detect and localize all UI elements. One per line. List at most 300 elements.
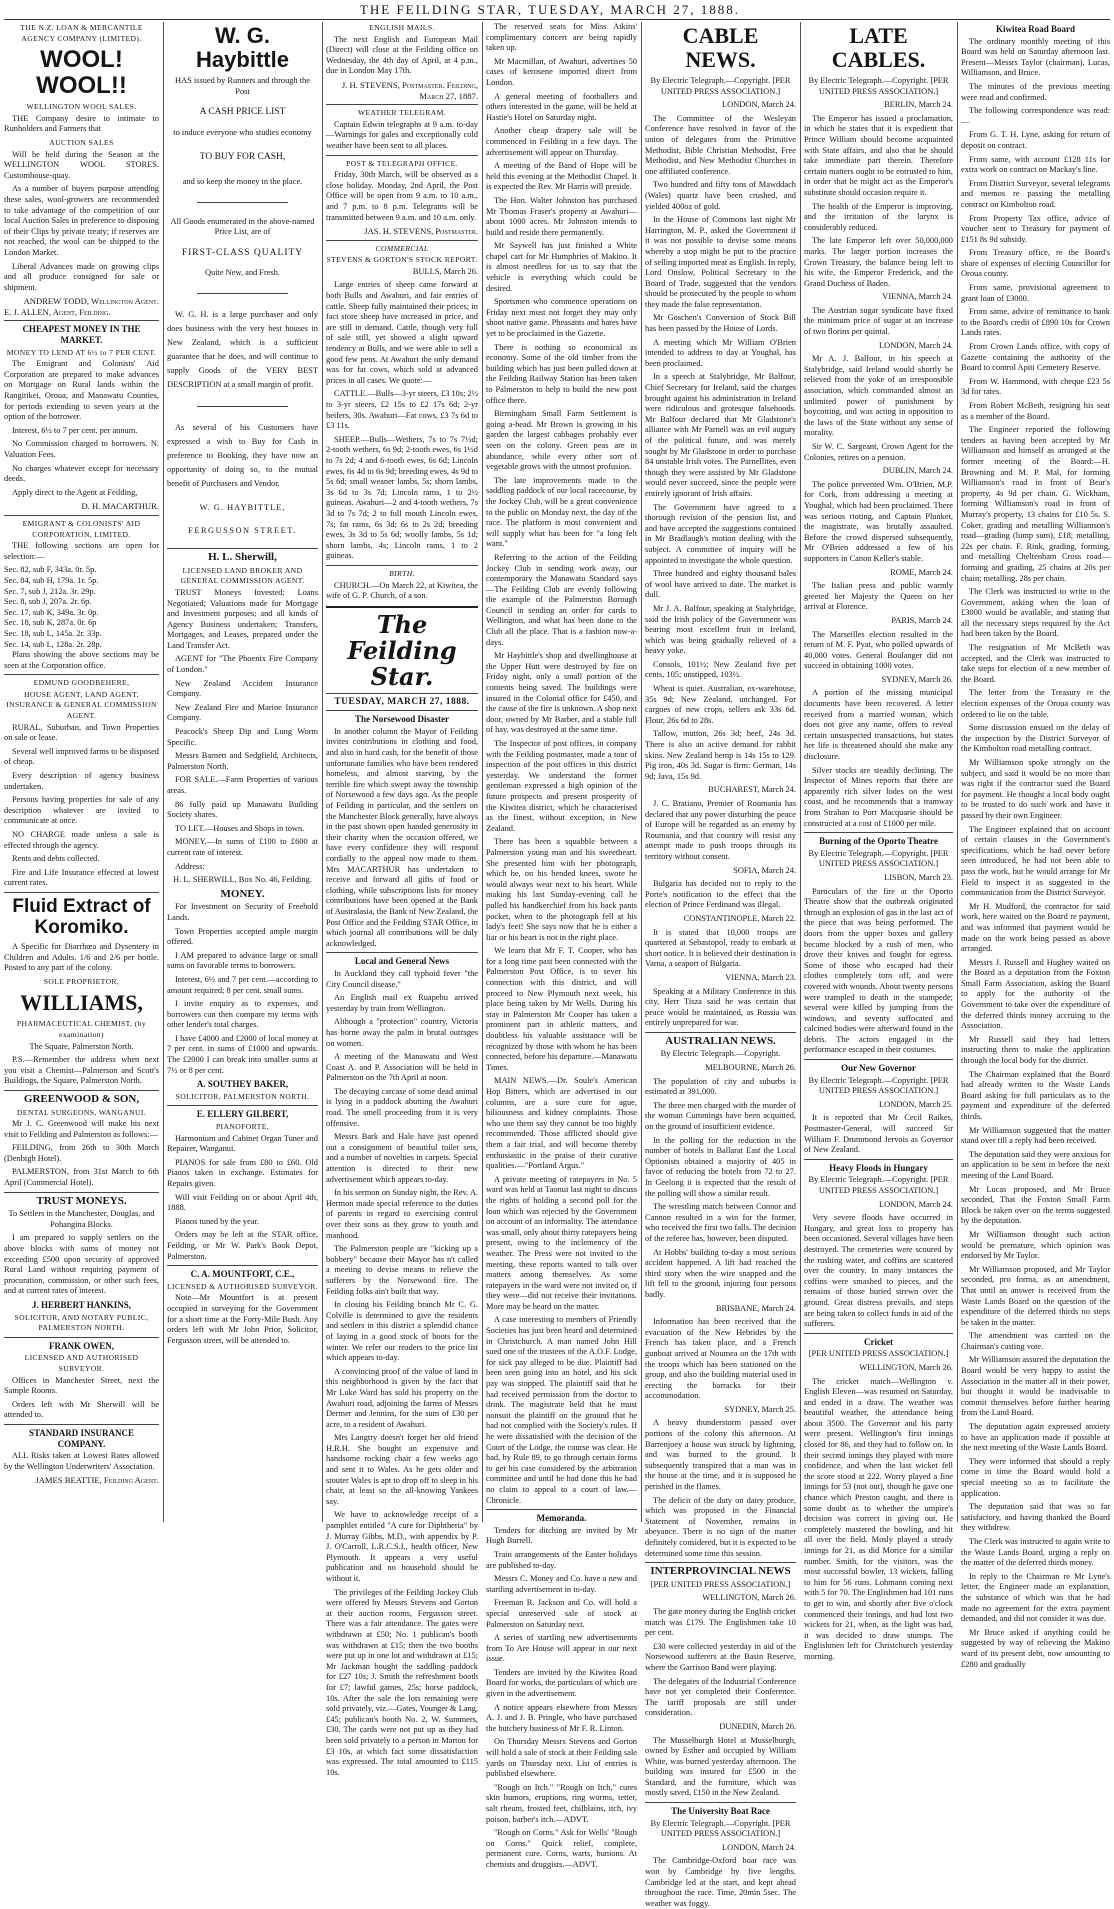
local-news-item: Mrs Langtry doesn't forget her old friend H.R.H. She bought an expensive and handsome rocking chair a few weeks ago and sent it to Wales. As he gets older and stouter Wales is apt to drop off to sleep in his chair, at least so the all-knowing Yankees say. xyxy=(326,1433,478,1506)
money-ad-text: Town Properties accepted ample margin offered. xyxy=(167,926,318,947)
road-board-item: Mr Russell said they had letters instructing them to make the application through the local body for the district. xyxy=(961,1034,1110,1066)
road-board-item: From same, with account £128 11s for extra work on contract on Mackay's line. xyxy=(961,154,1110,175)
owen-ad-text: Orders left with Mr Sherwill will be attended to. xyxy=(4,1399,159,1420)
goodbehere-ad-subtitle: HOUSE AGENT, LAND AGENT, INSURANCE & GENERAL COMMISSION AGENT. xyxy=(6,689,157,721)
australian-news-item: In the polling for the reduction in the number of hotels in Ballarat East the Local Optionists obtained a majority of 405 in favor of reducing the hotels from 72 to 27. In Geelong it is expected that the result of the polling will show a similar result. xyxy=(645,1135,796,1198)
dateline: MELBOURNE, March 26. xyxy=(705,1063,796,1073)
memoranda-item: Train arrangements of the Easter holidays are published to-day. xyxy=(486,1549,637,1570)
road-board-item: From District Surveyor, several telegrams and memos re passing the metalling contract on Kimbolton road. xyxy=(961,178,1110,209)
late-cables-item: The late Emperor left over 50,000,000 marks. The larger portion increases the Crown Treasury, the balance being left to his wife, the Emperor Frederick, and the Grand Duchess of Baden. xyxy=(804,236,953,288)
list-item: Sec. 8, sub J, 207a. 2r. 6p. xyxy=(4,597,92,607)
goodbehere-ad-text: RURAL, Suburban, and Town Properties on sale or lease. xyxy=(4,722,159,743)
memoranda-item: A series of startling new advertisements from To Are House will appear in our next issue. xyxy=(486,1633,637,1664)
editorial-dateline: TUESDAY, MARCH 27, 1888. xyxy=(334,696,470,707)
floods-text: Very severe floods have occurred in Hungary, and great loss to property has been occasioned. Several villages have been destroyed. The cemeteries were scoured by the rushing water, and coffins are scattered over the country. In many instances the coffins were smashed to pieces, and the remains of those buried strewn over the ground. Great distress prevails, and steps are being taken to collect funds in aid of the sufferers. xyxy=(804,1213,953,1329)
ad-divider xyxy=(4,1090,159,1091)
late-cables-item: Mr A. J. Balfour, in his speech at Stalybridge, said Ireland would shortly be relieved from the yoke of an irresponsible association, which commanded almost an unlimited power of punishment by boycotting, and was acting in opposition to the laws of the State without any sense of morality. xyxy=(804,354,953,438)
cable-news-item: Tallow, mutton, 26s 3d; beef, 24s 3d. There is also an active demand for rabbit skins. New Zealand hemp is 14s 15s to 129. Pig iron, 40s 3d. Sugar is firm: German, 14s 9d; Java, 15s 9d. xyxy=(645,729,796,781)
local-news-item: A meeting of the Band of Hope will be held this evening at the Methodist Chapel. It is expected the Rev. Mr Harris will preside. xyxy=(486,161,637,192)
dateline: VIENNA, March 24. xyxy=(882,292,953,302)
list-item: Sec. 18, sub L, 145a. 2r. 33p. xyxy=(4,628,102,638)
road-board-item: The amendment was carried on the Chairman's casting vote. xyxy=(961,1331,1110,1351)
ad-divider xyxy=(4,674,159,675)
local-news-item: The late improvements made to the saddling paddock of our local racecourse, by the Jockey Club, will be a great convenience to the public on Monday next, the day of the race. The platform is most convenient and will supply what has been for "a long felt want." xyxy=(486,475,637,549)
mountfort-ad-title: C. A. MOUNTFORT, C.E., xyxy=(190,1269,295,1280)
cable-news-heading: CABLE NEWS. xyxy=(682,23,759,72)
dateline: SYDNEY, March 26. xyxy=(881,674,953,684)
gilbert-ad-text: Harmonium and Cabinet Organ Tuner and Repairer, Wanganui. xyxy=(167,1133,318,1154)
section-divider xyxy=(804,832,953,833)
standard-ad-signature: JAMES BEATTIE, Feilding Agent. xyxy=(35,1475,159,1486)
gilbert-ad-text: Will visit Feilding on or about April 4th, 1888. xyxy=(167,1192,318,1213)
local-news-item: The Palmerston people are "kicking up a bobbery" because their Mayor has n't called a meeting to devise means to relieve the sufferers by the Norsewood fire. The Feilding folks ain't built that way. xyxy=(326,1244,478,1296)
koromiko-ad-title: Fluid Extract of Koromiko. xyxy=(12,895,151,938)
road-board-item: Mr Williamson assured the deputation the Board would be very happy to assist the Association in the matter all in their power, but thought it would be inadvisable to commit themselves before further hearing from the Land Board. xyxy=(961,1355,1110,1418)
greenwood-ad-text: FEILDING, from 26th to 30th March (Denbigh Hotel). xyxy=(4,1143,159,1163)
gilbert-ad-subtitle: PIANOFORTE, xyxy=(215,1122,270,1132)
post-office-heading: POST & TELEGRAPH OFFICE. xyxy=(346,158,458,168)
post-office-text: Friday, 30th March, will be observed as a close holiday. Monday, 2nd April, the Post Office will be open from 9 a.m. to 10 a.m., and 7 p.m. to 8 p.m. Telegrams will be transmitted between 9 a.m. and 10 a.m. only. xyxy=(326,170,478,222)
money-ad-text: I invite enquiry as to expenses, and borrowers can then compare my terms with other lender's total charges. xyxy=(167,999,318,1030)
haybittle-ad-text: and so keep the money in the place. xyxy=(182,176,303,186)
late-cables-heading: LATE CABLES. xyxy=(831,23,926,72)
local-news-item: MAIN NEWS.—Dr. Soule's American Hop Bitters, which are advertised in our columns, are a sure cure for ague, biliousness and kidney complaints. Those who use them say they cannot be too highly recommended. Those afflicted should give them a fair trial, and will become thereby enthusiastic in the praise of their curative qualities.—"Portland Argus." xyxy=(486,1076,637,1171)
column-4-local-news xyxy=(486,22,637,1869)
money-ad-signature: D. H. MACARTHUR. xyxy=(81,501,159,512)
road-board-item: The minutes of the previous meeting were read and confirmed. xyxy=(961,81,1110,102)
late-cables-item: The health of the Emperor is improving, and the irritation of the larynx is considerably reduced. xyxy=(804,201,953,232)
haybittle-ad-text: FIRST-CLASS QUALITY xyxy=(181,247,304,258)
road-board-item: They were informed that should a reply come in time the Board would hold a special meeting so as to facilitate the application. xyxy=(961,1456,1110,1498)
dateline: LONDON, March 25. xyxy=(879,1099,953,1109)
australian-news-heading: AUSTRALIAN NEWS. xyxy=(665,1034,776,1047)
local-news-item: A private meeting of ratepayers in No. 5 ward was held at Taonui last night to discuss the rights of holding a second poll for the loan which was rejected by the Government on account of an informality. The attendance was small, only about thirty ratepayers being present, owing to the inclemency of the weather. The Press were not invited to the meeting, these reports wanted to talk over matters among themselves. As some ratepayers in the ward were not invited or, if they were—did not receive their invitations. More may be heard on the matter. xyxy=(486,1174,637,1311)
dateline: WELLINGTON, March 26. xyxy=(859,1362,953,1372)
dateline: SYDNEY, March 25. xyxy=(724,1404,796,1414)
haybittle-ad-text: W. G. H. is a large purchaser and only does business with the very best houses in New Zealand, which is a sufficient guarantee that he does, and will continue to supply Goods of the VERY BEST DESCRIPTION at a small margin of profit. xyxy=(167,309,318,389)
road-board-item: The following correspondence was read:— xyxy=(961,106,1110,126)
haybittle-ad-text: As several of his Customers have expressed a wish to Buy for Cash in preference to Booking, they have now an opportunity of doing so, to the mutual benefit of Purchasers and Vendor. xyxy=(167,422,318,488)
boat-race-heading: The University Boat Race xyxy=(671,1806,770,1817)
road-board-item: From Robert McBeth, resigning his seat as a member of the Board. xyxy=(961,401,1110,421)
dateline: WELLINGTON, March 26. xyxy=(702,1593,796,1603)
ad-divider xyxy=(167,1105,318,1106)
column-7-road-board xyxy=(961,22,1110,1669)
wool-ad-signature: E. J. ALLEN, Agent, Feilding. xyxy=(4,306,111,317)
late-cables-item: Sir W. C. Sargeant, Crown Agent for the Colonies, retires on a pension. xyxy=(804,442,953,462)
cable-news-item: Consols, 101½; New Zealand five per cents, 105; unstipped, 103½. xyxy=(645,659,796,680)
section-divider xyxy=(645,1802,796,1803)
section-divider xyxy=(326,693,478,694)
local-news-item: Sportsmen who commence operations on Friday next must not forget they may only shoot native game. Pheasants and hares have yet to be proclaimed in the Gazette. xyxy=(486,297,637,339)
local-news-item: A general meeting of footballers and others interested in the game, will be held at Hastie's Hotel on Saturday night. xyxy=(486,91,637,122)
local-news-item: We have to acknowledge receipt of a pamphlet entitled "A cure for Diphtheria" by J. Murray Gibbs, M.D., with appendix by P. J. O'Carroll, L.R.C.S.I., health officer, New Plymouth. It appears a very useful publication and no household should be without it. xyxy=(326,1510,478,1583)
local-news-item: We learn that Mr F. T. Cooper, who has for a long time past been connected with the Palmerston Post Office, is to sever his connection with this district, and will proceed to New Plymouth next week, his place being taken by Mr Wells. During his stay in Palmerston Mr Cooper has taken a prominent part in athletic matters, and doubtless his valuable assistance will be recognized by those with whom he has been connected, before his departure.—Manawatu Times. xyxy=(486,946,637,1072)
dateline: VIENNA, March 23. xyxy=(725,972,796,982)
hankins-title: SOLICITOR, AND NOTARY PUBLIC, PALMERSTON NORTH. xyxy=(14,1312,149,1333)
ad-divider xyxy=(4,1424,159,1425)
section-divider xyxy=(804,1333,953,1334)
mails-text: The next English and European Mail (Direct) will close at the Feilding office on Wednesday, the 4th day of April, at 4 p.m., due in London May 17th. xyxy=(326,34,478,76)
goodbehere-ad-text: Fire and Life Insurance effected at lowest current rates. xyxy=(4,867,159,888)
dateline: DUNEDIN, March 26. xyxy=(719,1721,796,1731)
section-divider xyxy=(326,952,478,953)
sherwill-ad-text: TRUST Moneys Invested; Loans Negotiated; Valuations made for Mortgage and Investment purposes; and all kinds of Agency Business undertaken; Transfers, Mortgages, and Leases, prepared under the Land Transfer Act. xyxy=(167,587,318,650)
local-news-item: The decaying carcase of some dead animal is lying in a paddock abutting the Awahuri road. The smell proceeding from it is very offensive. xyxy=(326,1086,478,1128)
road-board-item: From G. T. H. Lyne, asking for return of deposit on contract. xyxy=(961,130,1110,150)
road-board-item: Mr Lucas proposed, and Mr Bruce seconded, That the Foxton Small Farm Block be taken over on the terms suggested by the deputation. xyxy=(961,1184,1110,1226)
money-ad-text: For Investment on Security of Freehold Lands. xyxy=(167,902,318,922)
sherwill-ad-text: Messrs Barnett and Sedgfield, Architects, Palmerston North. xyxy=(167,751,318,771)
sherwill-ad-text: FOR SALE.—Farm Properties of various areas. xyxy=(167,775,318,795)
section-divider xyxy=(326,240,478,241)
list-item: Sec. 82, sub F, 343a. 0r. 5p. xyxy=(4,565,97,575)
local-news-item: Mr Macmillan, of Awahuri, advertises 50 cases of kerosene imported direct from London. xyxy=(486,56,637,87)
koromiko-ad-text: A Specific for Diarrhœa and Dysentery in Children and Adults. 1/6 and 2/6 per bottle. Posted to any part of the colony. xyxy=(4,941,159,973)
memoranda-item: Tenders are invited by the Kiwitea Road Board for works, the particulars of which are given in the advertisement. xyxy=(486,1667,637,1699)
local-news-item: A convincing proof of the value of land in this neighborhood is given by the fact that Mr Luke Ward has sold his property on the Awahuri road, adjoining the farms of Messrs Dermer and Jennins, for the sum of £30 per acre, to a resident of Awahuri. xyxy=(326,1366,478,1429)
memoranda-item: Tenders for ditching are invited by Mr Hugh Burrell. xyxy=(486,1525,637,1546)
local-news-item: There has been a squabble between a Palmerston young man and his sweetheart. She presented him with her photograph, which he, on his bended knees, swore he would always wear next to his heart. While making his last Sunday-evening call he pulled his handkerchief from his back pants pocket, when to the photograph fell at his lady's feet! She says now that he is either a liar or his heart is not in the right place. xyxy=(486,837,637,942)
road-board-item: The deputation again expressed anxiety to have an application made if possible at the next meeting of the Waste Lands Board. xyxy=(961,1422,1110,1453)
road-board-item: From Property Tax office, advice of voucher sent to Treasury for payment of £151 8s 9d subsidy. xyxy=(961,213,1110,244)
section-divider xyxy=(804,1159,953,1160)
baker-title: SOLICITOR, PALMERSTON NORTH. xyxy=(175,1091,310,1101)
ad-divider xyxy=(4,320,159,321)
sherwill-ad-text: MONEY.—In sums of £100 to £600 at current rate of interest. xyxy=(167,837,318,857)
cable-news-item: Speaking at a Military Conference in this city, Herr Tisza said he was certain that peace would be maintained, as Russia was entirely unprepared for war. xyxy=(645,986,796,1028)
cable-news-item: Two hundred and fifty tons of Mawddach (Wales) quartz have been crushed, and yielded 400oz of gold. xyxy=(645,180,796,211)
australian-news-item: At Hobbs' building to-day a most serious accident happened. A lift had reached the third story when the wire snapped and the lift fell to the ground, injuring four persons badly. xyxy=(645,1247,796,1299)
road-board-item: Mr Williamson thought such action would be premature, which opinion was endorsed by Mr Taylor. xyxy=(961,1229,1110,1261)
goodbehere-ad-text: Persons having properties for sale of any description whatever are invited to communicate at once. xyxy=(4,795,159,826)
list-item: Sec. 84, sub H, 179a. 1r. 5p. xyxy=(4,575,99,585)
local-news-item: The privileges of the Feilding Jockey Club were offered by Messrs Stevens and Gorton at their auction rooms, Fergusson street. There was a fair attendance. The gates were withdrawn at £50; No. 1 publican's booth was withdrawn at £15; then the two booths were put up in one lot and withdrawn at £15; Mr Jackman bought the saddling paddock for £27 10s; J. Smith the refreshment booth for £7; lawful games, 25s; horse paddock, 10s. After the sale the lots remaining were sold privately, viz.—Gates, Younger & Lang, £45; publican's booth No. 2, W. Summers, £30. The cards were not put up as they had been sold privately to a person in Marton for £3 10s, at which fact some dissatisfaction was expressed. The total amounted to £115 10s. xyxy=(326,1587,478,1777)
ad-divider xyxy=(197,202,288,203)
memoranda-item: "Rough on Corns." Ask for Wells' "Rough on Corns." Quick relief, complete, permanent cure. Corns, warts, bunions. At chemists and druggists.—ADVT. xyxy=(486,1828,637,1869)
dateline: CONSTANTINOPLE, March 22. xyxy=(683,913,796,923)
money-ad-subtitle: MONEY TO LEND AT 6½ to 7 PER CENT. xyxy=(6,347,157,357)
greenwood-ad-subtitle: DENTAL SURGEONS, WANGANUI. xyxy=(16,1107,147,1117)
greenwood-ad-text: PALMERSTON, from 31st March to 6th April (Commercial Hotel). xyxy=(4,1167,159,1188)
local-news-item: In closing his Feilding branch Mr C. G. Colville is determined to give the residents and settlers in this district a splendid chance of laying in a good stock of boots for the winter. We refer our readers to the price list which appears to-day. xyxy=(326,1300,478,1363)
stock-report-text: SHEEP.—Bulls—Wethers, 7s to 7s 7½d; 2-tooth wethers, 6s 9d; 2-tooth ewes, 6s 1½d to 7s 2d; 4 and 6-tooth ewes, 6s 6d; Lincoln ewes, 6s 4d to 6s 9d; breeding ewes, 4s 9d to 5s 6d; small weaner lambs, 5s; shorn lambs, 3s 6d to 3s 7d; Lincoln rams, 1 to 2½ guineas. Awahuri—2 and 4-tooth wethers, 7s 3d to 7s 7d; 2 to full mouth Lincoln ewes, 7s; fat rams, 6s 3d; 6s to 2s 2d; breeding ewes, 3s 3d to 5s 6d; woolly lambs, 5s 1d; shorn lambs, 4s; Lincoln rams, 1 to 2 guineas. xyxy=(326,434,478,561)
road-board-item: Some discussion ensued on the delay of the inspection by the District Surveyor of the Kimbolton road metalling contract. xyxy=(961,723,1110,754)
sherwill-ad-subtitle: LICENSED LAND BROKER AND GENERAL COMMISSION AGENT. xyxy=(180,565,305,586)
haybittle-ad-text: HAS issued by Runners and through the Post xyxy=(175,76,310,96)
trust-ad-title: TRUST MONEYS. xyxy=(36,1194,127,1207)
local-news-item: The reserved seats for Miss Atkins' complimentary concert are being rapidly taken up. xyxy=(486,22,637,53)
local-news-item: A meeting of the Manawatu and West Coast A. and P. Association will be held in Palmerston on the 7th April at noon. xyxy=(326,1052,478,1083)
local-news-item: Another cheap drapery sale will be commenced in Feilding in a few days. The advertisement will appear on Thursday. xyxy=(486,126,637,157)
road-board-item: Mr Williamson proposed, and Mr Taylor seconded, pro forma, as an amendment, That until an answer is received from the Waste Lands Board on the question of the expenditure of the deferred thirds no steps be taken in the matter. xyxy=(961,1264,1110,1327)
interprovincial-item: The delegates of the Industrial Conference have not yet completed their Conference. The tariff proposals are still under consideration. xyxy=(645,1676,796,1718)
australian-news-item: A heavy thunderstorm passed over portions of the colony this afternoon. At Barrenjoey a house was struck by lightning, and was burned to the ground. It subsequently transpired that a man was in the house at the time, and it is supposed he perished in the flames. xyxy=(645,1418,796,1492)
dateline: BUCHAREST, March 24. xyxy=(708,785,796,795)
goodbehere-ad-title: EDMUND GOODBEHERE, xyxy=(33,678,130,688)
haybittle-ad-text: TO BUY FOR CASH, xyxy=(199,152,286,163)
ad-divider xyxy=(167,1265,318,1266)
commercial-heading: COMMERCIAL xyxy=(375,243,429,253)
mountfort-ad-text: Note—Mr Mountfort is at present occupied in surveying for the Government for a short time at the Forty-Mile Bush. Any orders left with Mr John Prior, Solicitor, Fergusson street, will be attended to. xyxy=(167,1293,318,1345)
ad-divider xyxy=(197,293,288,294)
masthead-rule xyxy=(4,19,1110,20)
column-rule xyxy=(800,22,801,1522)
local-news-item: The Hon. Walter Johnston has purchased Mr Thomas Fraser's property at Awahuri—about 1000 acres. Mr Johnston intends to build and reside there permanently. xyxy=(486,195,637,237)
local-news-item: Messrs Bark and Hale have just opened out a consignment of beautiful toilet sets, and a number of novelties in carpets. Special attention is directed to their new advertisement which appears to-day. xyxy=(326,1132,478,1184)
dateline: SOFIA, March 24. xyxy=(733,865,796,875)
haybittle-ad-street: FERGUSSON STREET. xyxy=(188,525,297,535)
australian-news-item: Information has been received that the evacuation of the New Hebrides by the French has taken place, and a French gunboat arrived at Noumea on the 17th with the troops which has been stationed on the group, and also the building material used in erecting the barracks for their accommodation. xyxy=(645,1317,796,1401)
late-cables-item: The Marseilles election resulted in the return of M. F. Pyat, who polled upwards of 40,000 votes. General Boulanger did not succeed in obtaining 1000 votes. xyxy=(804,629,953,671)
dateline: LONDON, March 24. xyxy=(879,340,953,350)
birth-heading: BIRTH. xyxy=(389,568,415,578)
ad-divider xyxy=(4,1337,159,1338)
cricket-byline: [PER UNITED PRESS ASSOCIATION.] xyxy=(808,1349,949,1359)
road-board-heading: Kiwitea Road Board xyxy=(995,24,1075,34)
goodbehere-ad-text: Several well improved farms to be disposed of cheap. xyxy=(4,746,159,767)
wool-ad-signature: ANDREW TODD, Wellington Agent. xyxy=(23,296,159,307)
wool-ad-text: Liberal Advances made on growing clips and all produce consigned for sale or shipment. xyxy=(4,261,159,292)
owen-ad-title: FRANK OWEN, xyxy=(49,1340,114,1351)
interprovincial-item: The Musselburgh Hotel at Musselburgh, owned by Esther and occupied by William White, was burned yesterday afternoon. The building was insured for £500 in the Standard, and the furniture, which was mostly saved, £150 in the New Zealand. xyxy=(645,1735,796,1798)
dateline: DUBLIN, March 24. xyxy=(882,466,953,476)
late-cables-item: A portion of the missing municipal documents have been recovered. A letter received from a married woman, which does not give any name, offers to reveal certain unsuspected transactions, but states her life is threatened should she make any disclosure. xyxy=(804,688,953,762)
section-divider xyxy=(804,1059,953,1060)
road-board-item: The resignation of Mr McBeth was accepted, and the Clerk was instructed to take steps for election of a new member of the Board. xyxy=(961,643,1110,684)
stock-report-text: CATTLE.—Bulls—3-yr steers, £3 10s; 2½ to 3-yr steers, £2 15s to £2 17s 6d; 2-yr heifers, 30s. Awahuri—Fat cows, £3 7s 6d to £3 11s. xyxy=(326,389,478,431)
local-news-item: The Inspector of post offices, in company with the Feilding postmaster, made a tour of inspection of the post offices in this district yesterday. We understand the former gentleman expressed a high opinion of the future prospects and present prosperity of the Kiwitea district, which he characterised as the finest, without exception, in New Zealand. xyxy=(486,739,637,833)
local-news-item: In Auckland they call typhoid fever "the City Council disease." xyxy=(326,968,478,989)
column-rule xyxy=(322,22,323,1522)
memoranda-item: "Rough on Itch." "Rough on Itch," cures skin humors, eruptions, ring worms, tetter, salt rheum, frosted feet, chilblains, itch, ivy poison, barber's itch.—ADVT. xyxy=(486,1782,637,1824)
cable-news-item: Mr Goschen's Conversion of Stock Bill has been passed by the House of Lords. xyxy=(645,313,796,334)
section-divider xyxy=(326,155,478,156)
ad-divider xyxy=(197,406,288,407)
late-cables-item: The Italian press and public warmly greeted her Majesty the Queen on her arrival at Florence. xyxy=(804,581,953,612)
dateline: BRISBANE, March 24. xyxy=(715,1303,796,1313)
late-cables-item: The Austrian sugar syndicate have fixed the minimum price of sugar at an increase of two florins per quintal. xyxy=(804,305,953,337)
newspaper-nameplate: The Feilding Star. xyxy=(347,609,457,691)
page-masthead: THE FEILDING STAR, TUESDAY, MARCH 27, 1888. xyxy=(359,2,741,17)
owen-ad-subtitle: LICENSED AND AUTHORISED SURVEYOR. xyxy=(24,1353,139,1373)
local-news-item: Mr Saywell has just finished a White chapel cart for Mr Humphries of Makino. It is almost needless for us to say that the vehicle is everything which could be desired. xyxy=(486,241,637,293)
koromiko-proprietor-label: SOLE PROPRIETOR, xyxy=(43,976,120,986)
greenwood-ad-text: Mr J. C. Greenwood will make his next visit to Feilding and Palmerston as follows:— xyxy=(4,1119,159,1139)
haybittle-ad-title: W. G. Haybittle xyxy=(196,23,289,72)
cable-news-item: It is stated that 10,000 troops are quartered at Sebastopol, ready to embark at short notice. It is believed their destination is Varna, a seaport of Bulgaria. xyxy=(645,927,796,969)
ad-divider xyxy=(167,548,318,549)
wool-ad-subtitle: WELLINGTON WOOL SALES. xyxy=(26,102,137,112)
road-board-item: The letter from the Treasury re the election expenses of the Oroua county was ordered to lie on the table. xyxy=(961,688,1110,719)
australian-news-item: The three men charged with the murder of the woman Cummings have been acquitted, on the ground of insufficient evidence. xyxy=(645,1100,796,1132)
road-board-item: From Treasury office, re the Board's share of expenses of electing Councillor for Oroua county. xyxy=(961,248,1110,279)
road-board-item: Mr Williamson suggested that the matter stand over till a reply had been received. xyxy=(961,1125,1110,1146)
owen-ad-text: Offices in Manchester Street, next the Sample Rooms. xyxy=(4,1375,159,1396)
interprovincial-heading: INTERPROVINCIAL NEWS xyxy=(650,1565,791,1578)
agency-heading: THE N.Z. LOAN & MERCANTILE AGENCY COMPANY (LIMITED). xyxy=(20,23,143,43)
gilbert-ad-text: Orders may be left at the STAR office, Feilding, or Mr W. Park's Book Depot, Palmerston. xyxy=(167,1230,318,1261)
memoranda-item: On Thursday Messrs Stevens and Gorton will hold a sale of stock at their Feilding sale yards on Thursday next. List of entries is published elsewhere. xyxy=(486,1737,637,1779)
late-cables-item: The police prevented Wm. O'Brien, M.P. for Cork, from addressing a meeting at Youghal, which had been proclaimed. There was serious rioting, and Captain Plunket, the magistrate, was brutally assaulted. Before the crowd dispersed subsequently, Mr O'Brien addressed a few of his supporters in Canon Keller's stable. xyxy=(804,479,953,563)
column-rule xyxy=(641,22,642,1522)
road-board-item: Mr Williamson spoke strongly on the subject, and said it would be no more than was right if the contractor sued the Board for payment. He thought a local body ought to be trusted to do such work and have it passed by their own Engineer. xyxy=(961,758,1110,820)
money-ad-text: Interest, 6½ and 7 per cent.—according to amount required; 8 per cent. small sums. xyxy=(167,974,318,995)
section-divider xyxy=(326,606,478,608)
sherwill-ad-text: New Zealand Accident Insurance Company. xyxy=(167,678,318,699)
section-divider xyxy=(326,710,478,711)
sherwill-ad-title: H. L. Sherwill, xyxy=(208,551,277,564)
road-board-item: Mr Bruce asked if anything could be suggested by way of relieving the Makino ward of its present debt, now amounting to £280 and gradually xyxy=(961,1627,1110,1669)
weather-text: Captain Edwin telegraphs at 9 a.m. to-day—Warnings for gales and exceptionally cold weather have been sent to all places. xyxy=(326,119,478,150)
dateline: LONDON, March 24. xyxy=(722,1842,796,1852)
money-ad-text: I AM prepared to advance large or small sums on favorable terms to borrowers. xyxy=(167,950,318,971)
dateline: LONDON, March 24. xyxy=(722,100,796,110)
column-rule xyxy=(957,22,958,1522)
cable-news-item: J. C. Bratiano, Premier of Roumania has declared that any power disturbing the peace of Europe will be regarded as an enemy by Roumania, and that country will resist any attempt made to push troops through its territory without consent. xyxy=(645,799,796,861)
trust-ad-text: I am prepared to supply settlers on the above blocks with sums of money not exceeding £500 upon security of approved Rural Land without requiring payment of procuration, commission, or other such fees, and at current rates of interest. xyxy=(4,1233,159,1296)
haybittle-ad-text: to induce everyone who studies economy xyxy=(173,127,312,137)
local-news-item: Birmingham Small Farm Settlement is going a-head. Mr Brown is growing in his garden the largest cabbages probably ever seen on the colony. Green peas are in abundance, while every other sort of vegetable grows with the utmost profusion. xyxy=(486,409,637,472)
road-board-item: Mr H. Mudford, the contractor for said work, here waited on the Board re payment, and was informed that payment would be made on the work being passed as above arranged. xyxy=(961,901,1110,954)
cable-news-item: Three hundred and eighty thousand bales of wool have arrived to date. The market is dull. xyxy=(645,569,796,600)
wool-ad-text: Will be held during the Season at the WELLINGTON WOOL STORES. Customhouse-quay. xyxy=(4,149,159,180)
mails-signature: J. H. STEVENS, Postmaster. Feilding, March 27, 1887. xyxy=(341,79,478,101)
weather-heading: WEATHER TELEGRAM. xyxy=(357,108,447,118)
late-cables-item: Silver stocks are steadily declining. The Inspector of Mines reports that there are apparently rich silver lodes on the west coast, and he recommends that a tramway from Strahan to Port Macquarie should be constructed at a cost of £1000 per mile. xyxy=(804,765,953,828)
haybittle-ad-text: A CASH PRICE LIST xyxy=(199,107,286,118)
oporto-byline: By Electric Telegraph.—Copyright. [PER UNITED PRESS ASSOCIATION.] xyxy=(808,848,949,869)
stock-report-heading: STEVENS & GORTON'S STOCK REPORT. xyxy=(326,255,478,265)
column-rule xyxy=(163,22,164,1522)
williams-name: WILLIAMS, xyxy=(20,990,143,1016)
column-2-advertisements xyxy=(167,22,318,1520)
road-board-item: The deputation said that was so far satisfactory, and having thanked the Board they withdrew. xyxy=(961,1502,1110,1533)
dateline: PARIS, March 24. xyxy=(891,615,953,625)
road-board-item: The Engineer explained that on account of certain clauses in the Government's specifications, which he had never before seen introduced, he had not been able to pass the work, but he would arrange for Mr Field to inspect it as suggested in the communication from the District Surveyor. xyxy=(961,824,1110,898)
money-ad-text: Interest, 6½ to 7 per cent. per annum. xyxy=(12,425,138,435)
dateline: LISBON, March 23. xyxy=(884,872,953,882)
wool-ad-text: As a number of buyers purpose attending these sales, wool-growers are recommended to take advantage of the competition of our local Auction Sales in preference to disposing of their Clips by private treaty; if reserves are not reached, the wool can be shipped to the London Market. xyxy=(4,184,159,257)
floods-byline: By Electric Telegraph.—Copyright. [PER UNITED PRESS ASSOCIATION.] xyxy=(808,1175,949,1195)
ad-divider xyxy=(4,892,159,893)
road-board-item: The ordinary monthly meeting of this Board was held on Saturday afternoon last. Present—Messrs Taylor (chairman), Lucas, Williamson, and Bruce. xyxy=(961,36,1110,78)
goodbehere-ad-text: Every description of agency business undertaken. xyxy=(4,771,159,791)
governor-heading: Our New Governor xyxy=(841,1063,916,1074)
money-ad-text: I have £4000 and £2000 of local money at 7 per cent. in sums of £1000 and upwards. The £2000 I can break into smaller sums at 7½ or 8 per cent. xyxy=(167,1033,318,1075)
money-ad-text: No Commission charged to borrowers. N. Valuation Fees. xyxy=(4,439,159,459)
column-rule xyxy=(482,22,483,1522)
gilbert-ad-title: E. ELLERY GILBERT, xyxy=(196,1109,289,1120)
road-board-item: The Clerk was instructed to write to the Government, asking when the loan of £3000 would be available, and stating that all the necessary steps required by the Act had been taken by the Board. xyxy=(961,587,1110,639)
road-board-item: The Clerk was instructed to again write to the Waste Lands Board, urging a reply on the matter of the deferred thirds money. xyxy=(961,1536,1110,1568)
emigrant-ad-text: Plans showing the above sections may be seen at the Corporation office. xyxy=(4,650,159,670)
haybittle-ad-signature: W. G. HAYBITTLE, xyxy=(199,502,286,512)
mails-heading: ENGLISH MAILS. xyxy=(369,23,435,32)
interprovincial-item: The gate money during the English cricket match was £179. The Englishmen take 10 per cent. xyxy=(645,1606,796,1638)
baker-name: A. SOUTHEY BAKER, xyxy=(196,1079,289,1090)
australian-news-byline: By Electric Telegraph.—Copyright. xyxy=(660,1049,781,1059)
williams-address: The Square, Palmerston North. xyxy=(29,1041,134,1051)
local-news-item: Although a "protection" country, Victoria has borne away the palm in brutal outrages on women. xyxy=(326,1017,478,1048)
section-divider xyxy=(486,1509,637,1510)
local-news-item: In his sermon on Sunday night, the Rev. A. Hermon made special reference to the duties of parents in regard to exercising control over their sons as they grow to youth and manhood. xyxy=(326,1188,478,1240)
road-board-item: From W. Hammond, with cheque £23 5s 3d for rates. xyxy=(961,376,1110,397)
list-item: Sec. 14, sub L, 128a. 2r. 28p. xyxy=(4,639,102,649)
road-board-item: From Crown Lands office, with copy of Gazette containing the authority of the Board to control Apiti Cemetery Reserve. xyxy=(961,342,1110,373)
cable-news-item: In a speech at Stalybridge, Mr Balfour, Chief Secretary for Ireland, said the charges brought against his administration in Ireland were ridiculous and grotesque falsehoods. Mr Balfour declared that Mr Gladstone's alliance with Mr Parnell was an evil augury of the political future, and was merely sought by Mr Gladstone in order to purchase 84 unstable Irish votes. The Parnellites, even though they were assisted by Mr Gladstone would never succeed, since the people were entirely ignorant of Irish affairs. xyxy=(645,372,796,498)
section-divider xyxy=(326,104,478,105)
haybittle-ad-text: All Goods enumerated in the above-named Price List, are of xyxy=(170,216,315,237)
stock-report-text: Large entries of sheep came forward at both Bulls and Awahuri, and fair entries of cattle. Sheep fully maintained their prices; in fact store sheep have increased in price, and are still in demand. Cattle, though very full of sale still, yet showed a slight upward tendency at Bulls, and we were able to sell a good few pens. At Awahuri the only demand was for fat cows, which sold at advanced prices in all cases. We quote:— xyxy=(326,280,478,385)
cable-news-item: In the House of Commons last night Mr Harrington, M. P., asked the Government if it was not possible to devise some means whereby a stop might be put to the practice of selling imported meat as English. In reply, Lord Onslow, Political Secretary to the Board of Trade, suggested that the vendors should be prosecuted by the people to whom they made the false representation. xyxy=(645,215,796,309)
road-board-item: Messrs J. Russell and Hughey waited on the Board as a deputation from the Foxton Small Farm Association, asking the Board to apply for the authority of the Government to take over the expenditure of the deferred thirds money accruing to the Association. xyxy=(961,957,1110,1031)
memoranda-item: A notice appears elsewhere from Messrs A. J. and J. B. Pringle, who have purchased the butchery business of Mr F. R. Linton. xyxy=(486,1702,637,1733)
cable-news-item: The Government have agreed to a thorough revision of the pension list, and and have accepted the suggestions contained in Mr Bradlaugh's motion dealing with the subject. A committee of inquiry will be appointed to investigate the whole question. xyxy=(645,502,796,565)
section-divider xyxy=(326,565,478,566)
money-ad-text: No charges whatever except for necessary deeds. xyxy=(4,463,159,484)
cable-news-item: A meeting which Mr William O'Brien intended to address to day at Youghal, has been proclaimed. xyxy=(645,337,796,368)
goodbehere-ad-text: Rents and debts collected. xyxy=(12,854,100,864)
local-news-item: An English mail ex Ruapehu arrived yesterday by train from Wellington. xyxy=(326,993,478,1013)
sherwill-ad-text: Address: xyxy=(175,861,205,871)
late-cables-byline: By Electric Telegraph.—Copyright. [PER UNITED PRESS ASSOCIATION.] xyxy=(808,76,949,96)
haybittle-ad-text: Quite New, and Fresh. xyxy=(204,268,281,278)
local-news-item: There is nothing so economical as economy. Some of the old timber from the building which has just been pulled down at the Feilding Railway Station has been taken to Palmerston to help to build the new post office there. xyxy=(486,342,637,405)
road-board-item: The Engineer reported the following tenders as having been accepted by Mr Williamson and himself as arranged at the former meeting of the Board:—H. Browning and M. P. Mal, for forming Williamson's road in front of Bear's property, 4s 9d per chain. G. Wickham, forming Williamson's road in front of Murray's property, 13 chains for £10 5s. S. Coker, grading and metalling Williamson's road—grading (lump sum), £18; metalling, 22s per chain. F. Rink, grading, forming, and metalling Cheltenham Cross road—forming and grading, 25 chains at 20s per chain; metalling, 28s per chain. xyxy=(961,425,1110,583)
emigrant-ad-text: THE following sections are open for selection:— xyxy=(4,541,159,561)
cricket-heading: Cricket xyxy=(864,1336,893,1347)
cricket-text: The cricket match—Wellington v. English Eleven—was resumed on Saturday, and ended in a draw. The weather was beautiful weather, the attendance being about 3500. The Governor and his party were present. Wellington's first innings closed for 86, and they had to follow on. In their second innings they played with more confidence, and when the last wicket fell the score stood at 222. Worry played a fine innings for 53 (not out), though he gave one chance which Preston caught, and there is some doubt as to whether the umpire's decision was correct in giving out. He completely mastered the bowling, and hit all over the field. Mosly played a steady innings for 21, as did Morice for a similar number. Smith, for the visitors, was the most successful bowler, 13 wickets, falling to him for 56 runs. Lohmann coming next with 5 for 70. The Englishmen had 101 runs to get to win, and shortly after five o'clock commenced their innings, and had lost two wickets for 21, when, as the light was bad, it was decided to draw stumps. The Englishmen left for Christchurch yesterday morning. xyxy=(804,1376,953,1661)
local-news-item: Referring to the action of the Feilding Jockey Club in sending work away, our contemporary the Manawatu Standard says—The Feilding Club are evenly following the example of the Palmerston Borough Council in sending an order for cards to Wellington, and what has been done to the Club all the place. That is a fashion now-a-days. xyxy=(486,552,637,647)
section-divider xyxy=(645,1032,796,1033)
sherwill-ad-signature: H. L. SHERWILL, Box No. 46, Feilding. xyxy=(173,875,312,885)
column-1-advertisements xyxy=(4,22,159,1520)
column-3-notices-editorial xyxy=(326,22,478,1777)
road-board-item: In reply to the Chairman re Mr Lyne's letter, the Engineer made an explanation, the substance of which was that he had made no agreement for the extra payment demanded, and did not consider it was due. xyxy=(961,1571,1110,1624)
local-news-item: A case interesting to members of Friendly Societies has just been heard and determined in Christchurch. A man named John Hill sued one of the trustees of the A.O.F. Lodge, for sick pay alleged to be due. Plaintiff had been seen going into an hotel, and his sick pay was stopped. The plaintiff said that he had received permission from the doctor to drink. The magistrate held that he must nonsuit the plaintiff on the ground that he had not complied with the Society's rules. If he were dissatisfied with the decision of the Court of the Lodge, the course was clear. He had, by Rule 89, to go through certain forms to get his case considered by the arbitration committee and until he had done this he had no claim to appeal to a court of law.—Chronicle. xyxy=(486,1315,637,1505)
australian-news-item: The deficit of the duty on dairy produce, which was proposed in the Financial Statement of November, remains in abeyance. There is no sign of the matter definitely considered, but it is expected to be determined some time this session. xyxy=(645,1495,796,1558)
cable-news-item: The Committee of the Wesleyan Conference have resolved in favor of the union of delegates from the Primitive Methodist, Bible Christian Methodist, Free Methodist, and New Methodist Churches in one affiliated conference. xyxy=(645,113,796,176)
standard-ad-text: ALL Risks taken at Lowest Rates allowed by the Wellington Underwriters' Association. xyxy=(4,1451,159,1471)
boat-race-byline: By Electric Telegraph.—Copyright. [PER UNITED PRESS ASSOCIATION.] xyxy=(650,1818,791,1839)
dateline: BERLIN, March 24. xyxy=(884,100,953,110)
memoranda-item: Freeman R. Jackson and Co. will hold a special unreserved sale of stock at Palmerston on Saturday next. xyxy=(486,1598,637,1629)
governor-text: It is reported that Mr Cecil Raikes, Postmaster-General, will succeed Sir William F. Drummond Jervois as Governor of New Zealand. xyxy=(804,1113,953,1155)
norsewood-heading: The Norsewood Disaster xyxy=(355,714,449,725)
money-ad-title: MONEY. xyxy=(220,887,265,900)
list-item: Sec. 17, sub K, 349a. 3r. 0p. xyxy=(4,607,99,617)
wool-ad-text: THE Company desire to intimate to Runholders and Farmers that xyxy=(4,113,159,134)
ad-divider xyxy=(4,1192,159,1193)
memoranda-heading: Memoranda. xyxy=(536,1513,587,1524)
dateline: ROME, March 24. xyxy=(890,567,953,577)
local-news-item: Mr Haybittle's shop and dwellinghouse at the Upper Hutt were destroyed by fire on Friday night, only a small portion of the contents being saved. The buildings were insured in the Colonial office for £450, and the cause of the fire is unknown. A shop next door, owned by Mr Barber, and a stable full of hay, was destroyed at the same time. xyxy=(486,651,637,735)
wool-ad-title: WOOL! WOOL!! xyxy=(36,46,127,100)
governor-byline: By Electric Telegraph.—Copyright. [PER UNITED PRESS ASSOCIATION.] xyxy=(808,1075,949,1096)
money-ad-text: Apply direct to the Agent at Feilding, xyxy=(12,487,138,497)
memoranda-item: Messrs C. Money and Co. have a new and startling advertisement in to-day. xyxy=(486,1574,637,1594)
interprovincial-byline: [PER UNITED PRESS ASSOCIATION.] xyxy=(650,1579,791,1589)
dateline: LONDON, March 24. xyxy=(879,1199,953,1209)
column-6-late-cables xyxy=(804,22,953,1661)
oporto-heading: Burning of the Oporto Theatre xyxy=(819,836,938,847)
norsewood-text: In another column the Mayor of Feilding invites contributions in clothing and food, and also in hard cash, for the benefit of those unfortunate families who have been rendered homeless, and almost starving, by the terrible fire which swept away the township of Norsewood a few days ago. As the people of Feilding in particular, and the settlers on the Manchester Block generally, have always in the past shown open handed generosity in their charity when the occasion offered, we have every confidence they will respond cordially to the appeal now made to them. Mrs MACARTHUR has undertaken to receive and forward all gifts of food or clothing, while subscriptions lists for money contributions have been opened at the Bank of Australasia, the Bank of New Zealand, the Post Office and the Feilding STAR Office, in which journal all contributions will be duly acknowledged. xyxy=(326,726,478,948)
gilbert-ad-text: PIANOS for sale from £80 to £60. Old Pianos taken in exchange. Estimates for Repairs given. xyxy=(167,1157,318,1188)
list-item: Sec. 18, sub K, 287a. 0r. 6p xyxy=(4,618,97,628)
wool-auction-heading: AUCTION SALES xyxy=(49,137,114,147)
australian-news-item: The wrestling match between Connor and Cannon resulted in a win for the former, who received the first two falls. The decision of the referee has, however, been disputed. xyxy=(645,1202,797,1243)
